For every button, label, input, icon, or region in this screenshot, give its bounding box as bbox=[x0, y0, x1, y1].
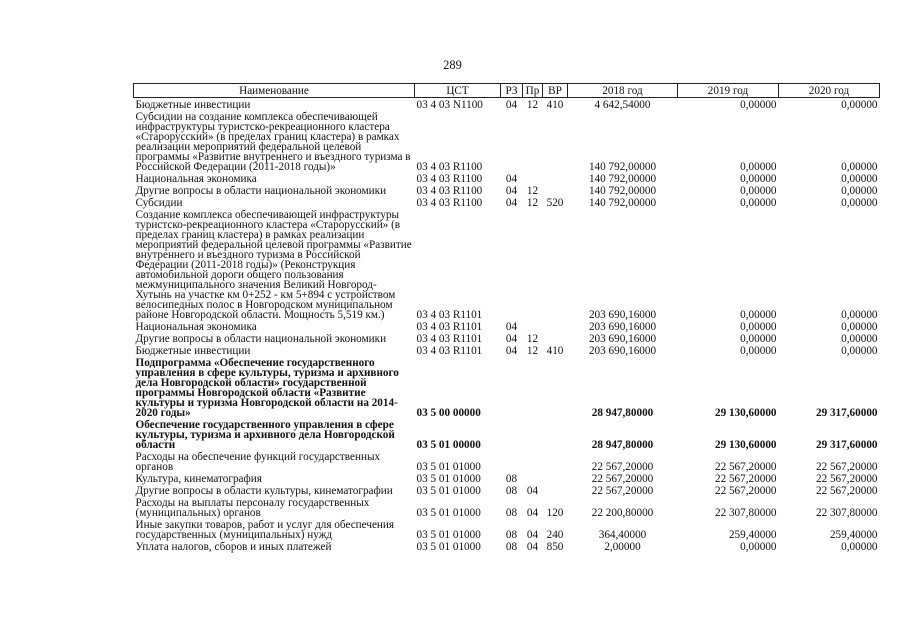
cell-vr: 120 bbox=[546, 507, 564, 519]
cell-pr: 04 bbox=[526, 507, 539, 519]
cell-name: Бюджетные инвестиции bbox=[135, 99, 251, 111]
cell-2019: 0,00000 bbox=[740, 333, 777, 345]
cell-2018: 28 947,80000 bbox=[591, 407, 654, 419]
cell-2018: 140 792,00000 bbox=[588, 161, 657, 173]
cell-2020: 29 317,60000 bbox=[815, 439, 878, 451]
cell-vr bbox=[543, 484, 568, 496]
cell-cst: 03 5 01 01000 bbox=[416, 485, 481, 497]
table-row bbox=[134, 110, 880, 172]
cell-rz: 04 bbox=[505, 185, 518, 197]
cell-2019: 22 567,20000 bbox=[714, 473, 777, 485]
cell-vr bbox=[543, 332, 568, 344]
cell-2020: 0,00000 bbox=[841, 345, 878, 357]
cell-2018: 22 567,20000 bbox=[591, 485, 654, 497]
cell-2019: 0,00000 bbox=[740, 309, 777, 321]
cell-2018: 364,40000 bbox=[598, 529, 647, 541]
cell-vr: 520 bbox=[546, 197, 564, 209]
cell-name: Расходы на выплаты персоналу государственных (муниципальных) органов bbox=[135, 497, 370, 519]
cell-2018: 203 690,16000 bbox=[588, 309, 657, 321]
cell-2019: 0,00000 bbox=[740, 197, 777, 209]
cell-name: Другие вопросы в области национальной экономики bbox=[135, 185, 387, 197]
page-number: 289 bbox=[443, 58, 462, 72]
table-row bbox=[134, 98, 880, 111]
cell-vr bbox=[543, 472, 568, 484]
cell-pr bbox=[523, 110, 543, 172]
cell-2019: 0,00000 bbox=[740, 161, 777, 173]
cell-2019: 0,00000 bbox=[740, 541, 777, 553]
cell-2020: 0,00000 bbox=[841, 333, 878, 345]
cell-cst: 03 5 01 01000 bbox=[416, 541, 481, 553]
cell-vr bbox=[543, 172, 568, 184]
cell-name: Уплата налогов, сборов и иных платежей bbox=[135, 541, 332, 553]
cell-cst: 03 4 03 R1100 bbox=[416, 161, 483, 173]
cell-2020: 0,00000 bbox=[841, 197, 878, 209]
column-header-name: Наименование bbox=[134, 84, 415, 98]
cell-rz: 04 bbox=[505, 321, 518, 333]
cell-rz bbox=[501, 418, 523, 450]
cell-vr: 410 bbox=[546, 99, 564, 111]
cell-2018: 4 642,54000 bbox=[594, 99, 651, 111]
cell-2018: 22 567,20000 bbox=[591, 461, 654, 473]
cell-cst: 03 4 03 R1101 bbox=[416, 309, 483, 321]
cell-rz: 04 bbox=[505, 99, 518, 111]
cell-name: Национальная экономика bbox=[135, 173, 257, 185]
cell-name: Культура, кинематография bbox=[135, 473, 262, 485]
cell-cst: 03 4 03 N1100 bbox=[416, 99, 483, 111]
column-header-pr: Пр bbox=[523, 84, 543, 98]
cell-rz bbox=[501, 110, 523, 172]
cell-pr: 12 bbox=[526, 345, 539, 357]
cell-vr bbox=[543, 320, 568, 332]
cell-2018: 203 690,16000 bbox=[588, 333, 657, 345]
cell-pr: 04 bbox=[526, 529, 539, 541]
table-row bbox=[134, 332, 880, 344]
cell-pr bbox=[523, 450, 543, 472]
cell-rz bbox=[501, 450, 523, 472]
cell-rz bbox=[501, 356, 523, 418]
cell-vr bbox=[543, 184, 568, 196]
table-row bbox=[134, 344, 880, 356]
cell-cst: 03 5 00 00000 bbox=[416, 407, 481, 419]
cell-2020: 259,40000 bbox=[829, 529, 878, 541]
cell-vr: 850 bbox=[546, 541, 564, 553]
cell-2019: 29 130,60000 bbox=[714, 439, 777, 451]
table-row bbox=[134, 356, 880, 418]
cell-pr: 12 bbox=[526, 185, 539, 197]
column-header-2018: 2018 год bbox=[568, 84, 678, 98]
cell-2020: 0,00000 bbox=[841, 541, 878, 553]
table-row bbox=[134, 172, 880, 184]
cell-pr bbox=[523, 172, 543, 184]
cell-2018: 140 792,00000 bbox=[588, 185, 657, 197]
cell-2020: 29 317,60000 bbox=[815, 407, 878, 419]
table-body bbox=[134, 98, 880, 553]
cell-2020: 22 567,20000 bbox=[815, 473, 878, 485]
cell-cst: 03 5 01 01000 bbox=[416, 473, 481, 485]
cell-2018: 22 567,20000 bbox=[591, 473, 654, 485]
cell-2019: 0,00000 bbox=[740, 173, 777, 185]
cell-cst: 03 4 03 R1100 bbox=[416, 185, 483, 197]
cell-vr bbox=[543, 450, 568, 472]
cell-2020: 22 567,20000 bbox=[815, 485, 878, 497]
cell-2019: 0,00000 bbox=[740, 321, 777, 333]
cell-2020: 0,00000 bbox=[841, 161, 878, 173]
cell-name: Субсидии bbox=[135, 197, 183, 209]
cell-rz: 04 bbox=[505, 173, 518, 185]
cell-2018: 22 200,80000 bbox=[591, 507, 654, 519]
cell-2019: 0,00000 bbox=[740, 185, 777, 197]
cell-2018: 140 792,00000 bbox=[588, 197, 657, 209]
cell-pr bbox=[523, 472, 543, 484]
cell-pr bbox=[523, 356, 543, 418]
cell-vr: 240 bbox=[546, 529, 564, 541]
cell-name: Обеспечение государственного управления в сфере культуры, туризма и архивного дела Новгородской области bbox=[135, 419, 395, 451]
cell-cst: 03 5 01 01000 bbox=[416, 529, 481, 541]
cell-name: Иные закупки товаров, работ и услуг для обеспечения государственных (муниципальных) нужд bbox=[135, 519, 395, 541]
cell-cst: 03 4 03 R1101 bbox=[416, 345, 483, 357]
cell-name: Бюджетные инвестиции bbox=[135, 345, 251, 357]
table-row bbox=[134, 196, 880, 208]
cell-name: Расходы на обеспечение функций государственных органов bbox=[135, 451, 381, 473]
cell-cst: 03 5 01 00000 bbox=[416, 439, 481, 451]
cell-vr bbox=[543, 418, 568, 450]
table-row bbox=[134, 208, 880, 320]
cell-pr bbox=[523, 320, 543, 332]
cell-name: Создание комплекса обеспечивающей инфраструктуры туристско-рекреационного кластера «Старорусский» (в пределах границ кластера) в рамках реализации мероприятий федеральной целевой программы «Развитие внутреннего и въездного туризма в Российской Федерации (2011-2018 годы)» (Реконструкция автомобильной дороги общего пользования межмуниципального значения Великий Новгород-Хутынь на участке км 0+252 - км 5+894 с устройством велосипедных полос в Новгородском муниципальном районе Новгородской области. Мощность 5,519 км.) bbox=[135, 209, 412, 321]
cell-cst: 03 4 03 R1100 bbox=[416, 197, 483, 209]
cell-2020: 0,00000 bbox=[841, 321, 878, 333]
table-row bbox=[134, 184, 880, 196]
cell-rz bbox=[501, 208, 523, 320]
cell-2020: 22 307,80000 bbox=[815, 507, 878, 519]
table-row bbox=[134, 496, 880, 518]
cell-vr bbox=[543, 208, 568, 320]
cell-rz: 04 bbox=[505, 345, 518, 357]
cell-name: Другие вопросы в области национальной экономики bbox=[135, 333, 387, 345]
cell-pr: 04 bbox=[526, 485, 539, 497]
column-header-rz: РЗ bbox=[501, 84, 523, 98]
budget-table bbox=[133, 83, 880, 552]
cell-rz: 08 bbox=[505, 485, 518, 497]
cell-2020: 0,00000 bbox=[841, 99, 878, 111]
cell-2018: 140 792,00000 bbox=[588, 173, 657, 185]
table-row bbox=[134, 472, 880, 484]
cell-cst: 03 4 03 R1101 bbox=[416, 333, 483, 345]
column-header-cst: ЦСТ bbox=[415, 84, 501, 98]
table-row bbox=[134, 320, 880, 332]
cell-2020: 0,00000 bbox=[841, 173, 878, 185]
cell-pr: 12 bbox=[526, 197, 539, 209]
cell-name: Субсидии на создание комплекса обеспечивающей инфраструктуры туристско-рекреационного кластера «Старорусский» (в пределах границ кластера) в рамках реализации мероприятий федеральной целевой программы «Развитие внутреннего и въездного туризма в Российской Федерации (2011-2018 годы)» bbox=[135, 111, 411, 173]
table-row bbox=[134, 484, 880, 496]
cell-2019: 29 130,60000 bbox=[714, 407, 777, 419]
cell-rz: 08 bbox=[505, 507, 518, 519]
table-row bbox=[134, 540, 880, 552]
cell-name: Национальная экономика bbox=[135, 321, 257, 333]
cell-2019: 259,40000 bbox=[728, 529, 777, 541]
cell-2018: 203 690,16000 bbox=[588, 321, 657, 333]
table-row bbox=[134, 418, 880, 450]
cell-vr bbox=[543, 356, 568, 418]
cell-rz: 08 bbox=[505, 473, 518, 485]
cell-rz: 08 bbox=[505, 541, 518, 553]
cell-pr bbox=[523, 418, 543, 450]
cell-cst: 03 4 03 R1100 bbox=[416, 173, 483, 185]
cell-rz: 04 bbox=[505, 197, 518, 209]
cell-rz: 04 bbox=[505, 333, 518, 345]
cell-2020: 0,00000 bbox=[841, 185, 878, 197]
table-row bbox=[134, 518, 880, 540]
column-header-vr: ВР bbox=[543, 84, 568, 98]
cell-2018: 203 690,16000 bbox=[588, 345, 657, 357]
cell-pr bbox=[523, 208, 543, 320]
cell-2019: 0,00000 bbox=[740, 99, 777, 111]
cell-2018: 28 947,80000 bbox=[591, 439, 654, 451]
cell-2019: 22 567,20000 bbox=[714, 485, 777, 497]
column-header-2020: 2020 год bbox=[779, 84, 880, 98]
cell-vr bbox=[543, 110, 568, 172]
cell-2020: 0,00000 bbox=[841, 309, 878, 321]
cell-2019: 22 307,80000 bbox=[714, 507, 777, 519]
cell-cst: 03 4 03 R1101 bbox=[416, 321, 483, 333]
cell-name: Подпрограмма «Обеспечение государственного управления в сфере культуры, туризма и архивного дела Новгородской области» государственной программы Новгородской области «Развитие культуры и туризма Новгородской области на 2014-2020 годы» bbox=[135, 357, 399, 419]
cell-2019: 0,00000 bbox=[740, 345, 777, 357]
cell-pr: 12 bbox=[526, 99, 539, 111]
column-header-2019: 2019 год bbox=[678, 84, 779, 98]
cell-cst: 03 5 01 01000 bbox=[416, 461, 481, 473]
cell-2018: 2,00000 bbox=[604, 541, 641, 553]
table-row bbox=[134, 450, 880, 472]
cell-vr: 410 bbox=[546, 345, 564, 357]
cell-pr: 04 bbox=[526, 541, 539, 553]
cell-name: Другие вопросы в области культуры, кинематографии bbox=[135, 485, 393, 497]
cell-2020: 22 567,20000 bbox=[815, 461, 878, 473]
cell-2019: 22 567,20000 bbox=[714, 461, 777, 473]
cell-pr: 12 bbox=[526, 333, 539, 345]
cell-rz: 08 bbox=[505, 529, 518, 541]
table-header-row bbox=[134, 84, 880, 98]
cell-cst: 03 5 01 01000 bbox=[416, 507, 481, 519]
